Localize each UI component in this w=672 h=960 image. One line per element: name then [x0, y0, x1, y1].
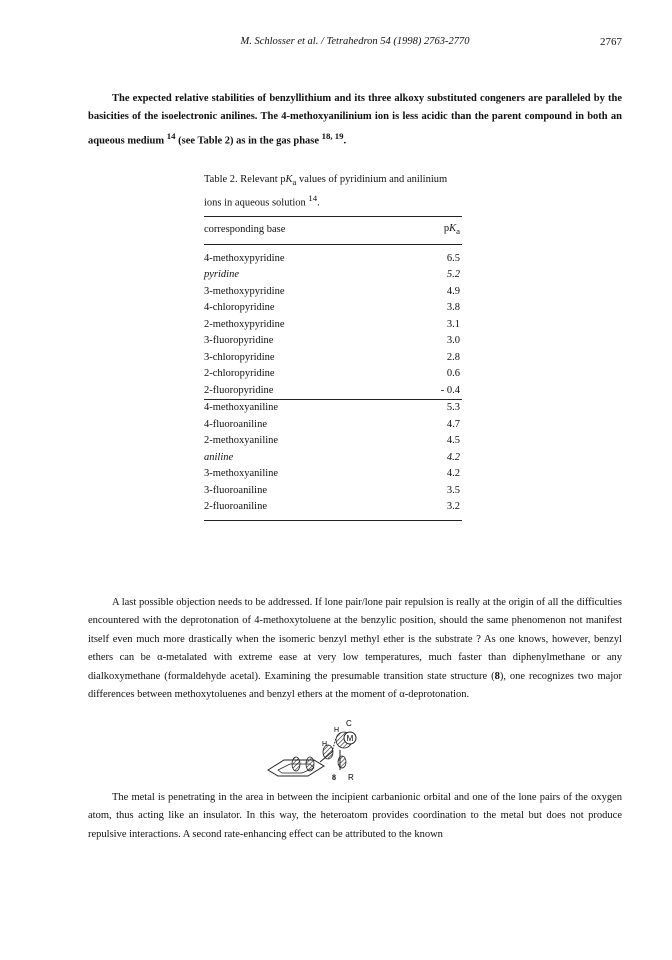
pka-cell: 5.3 — [409, 400, 462, 417]
pka-cell: 4.7 — [446, 418, 460, 430]
paragraph-2-text-c: ), one recognizes two major differences between methoxytoluenes and benzyl ethers at the moment of — [88, 670, 622, 701]
base-cell: 2-chloropyridine — [204, 368, 275, 380]
pka-cell: 4.2 — [446, 468, 460, 480]
caption-end: . — [317, 197, 320, 209]
paragraph-1 — [88, 90, 622, 151]
table-row — [204, 300, 462, 317]
base-cell: 4-chloropyridine — [204, 302, 275, 314]
alpha-symbol: α — [157, 652, 163, 664]
pka-cell: 3.2 — [409, 499, 462, 520]
table-row — [204, 284, 462, 301]
compound-number-8: 8 — [494, 670, 500, 682]
table-row — [204, 383, 462, 400]
pka-sub-a: a — [456, 225, 460, 236]
paragraph-1-end: . — [343, 135, 347, 147]
hydrogen-label: H — [322, 741, 328, 748]
table-row — [204, 499, 462, 520]
pka-cell: 3.1 — [446, 318, 460, 330]
compound-number-label: 8 — [332, 773, 336, 782]
table-header-row — [204, 216, 462, 244]
paragraph-3 — [88, 789, 622, 844]
base-cell: 2-methoxypyridine — [204, 318, 285, 330]
paragraph-2 — [88, 594, 622, 704]
table-row — [204, 433, 462, 450]
transition-state-structure-8 — [262, 718, 402, 782]
pka-cell: 4.2 — [446, 451, 460, 463]
paragraph-2-text-a: A last possible objection needs to be addressed. If lone pair/lone pair repulsion is really at the origin of all the difficulties encountered with the deprotonation of 4-methoxytoluene at the benzylic position, should the same phenomenon not manifest itself even much more drastically when the isomeric benzyl methyl ether is the substrate ? As one knows, however, benzyl ethers can be — [88, 597, 622, 664]
pka-p: p — [443, 222, 450, 234]
pka-cell: 4.5 — [446, 435, 460, 447]
pka-k: K — [449, 222, 457, 234]
reference-14: 14 — [166, 130, 176, 141]
pka-cell: 2.8 — [446, 351, 460, 363]
base-cell: 3-fluoroaniline — [204, 484, 267, 496]
base-cell: 3-methoxypyridine — [204, 285, 285, 297]
running-header — [88, 36, 622, 52]
running-head-citation: M. Schlosser et al. / Tetrahedron 54 (1998) 2763-2770 — [240, 36, 470, 47]
caption-text-b: values of pyridinium and anilinium ions in aqueous solution — [204, 174, 448, 209]
pka-cell: 3.8 — [446, 302, 460, 314]
caption-k: K — [285, 174, 293, 185]
base-cell: 4-methoxyaniline — [204, 400, 409, 417]
pka-cell: - 0.4 — [440, 384, 460, 396]
pka-cell: 3.5 — [446, 484, 460, 496]
pka-cell: 0.6 — [446, 368, 460, 380]
metal-label: M — [346, 734, 354, 743]
pka-cell: 5.2 — [446, 269, 460, 281]
paragraph-1-text: The expected relative stabilities of benzyllithium and its three alkoxy substituted congeners are paralleled by the basicities of the isoelectronic anilines. The 4-methoxyanilinium ion is less acidic than the parent compound in both an aqueous medium — [88, 93, 622, 147]
column-header-base: corresponding base — [204, 216, 409, 244]
table-2 — [204, 172, 462, 521]
table-caption — [204, 172, 462, 212]
base-cell: aniline — [204, 451, 234, 463]
paragraph-2-text-b: -metalated with extreme ease at very low temperatures, much faster than diphenylmethane or any dialkoxymethane (formaldehyde acetal). Examining the presumable transition state structure ( — [88, 652, 622, 682]
r-group-label: R — [348, 773, 354, 782]
paragraph-2-text-d: -deprotonation. — [404, 689, 470, 701]
base-cell: 4-methoxypyridine — [204, 252, 285, 264]
pka-cell: 3.0 — [446, 335, 460, 347]
paragraph-3-text: The metal is penetrating in the area in between the incipient carbanionic orbital and one of the lone pairs of the oxygen atom, thus acting like an insulator. In this way, the heteroatom provides coordination to the metal but does not produce repulsive interactions. A second rate-enhancing effect can be attributed to the known — [88, 792, 622, 840]
pka-cell: 4.9 — [446, 285, 460, 297]
table-row — [204, 450, 462, 467]
table-row — [204, 366, 462, 383]
base-cell: 3-chloropyridine — [204, 351, 275, 363]
column-header-pka — [409, 216, 462, 244]
alpha-symbol: α — [399, 689, 405, 701]
base-cell: 2-methoxyaniline — [204, 435, 279, 447]
paragraph-1-text-b: (see Table 2) as in the gas phase — [175, 135, 322, 147]
table-row — [204, 244, 462, 267]
table-row — [204, 466, 462, 483]
page-number: 2767 — [600, 36, 622, 48]
oxygen-lone-pair-lobe — [338, 756, 346, 768]
table-row — [204, 483, 462, 500]
table-row — [204, 350, 462, 367]
caption-text-a: Table 2. Relevant p — [204, 174, 286, 185]
table-row — [204, 317, 462, 334]
table-row — [204, 400, 462, 417]
base-cell: 3-fluoropyridine — [204, 335, 274, 347]
pka-cell: 6.5 — [446, 252, 460, 264]
caption-sub-a: a — [292, 177, 297, 188]
ring-p-orbital — [292, 757, 300, 771]
caption-reference: 14 — [308, 193, 318, 204]
table-row — [204, 417, 462, 434]
table-row — [204, 267, 462, 284]
hydrogen-label: H — [334, 727, 340, 734]
ring-p-orbital — [306, 757, 314, 771]
base-cell: 4-fluoroaniline — [204, 418, 267, 430]
reference-18-19: 18, 19 — [321, 130, 344, 141]
pka-table — [204, 216, 462, 521]
base-cell: 3-methoxyaniline — [204, 468, 279, 480]
carbon-label: C — [346, 719, 352, 728]
table-row — [204, 333, 462, 350]
base-cell: 2-fluoroaniline — [204, 499, 409, 520]
base-cell: pyridine — [204, 269, 239, 281]
base-cell: 2-fluoropyridine — [204, 384, 274, 396]
